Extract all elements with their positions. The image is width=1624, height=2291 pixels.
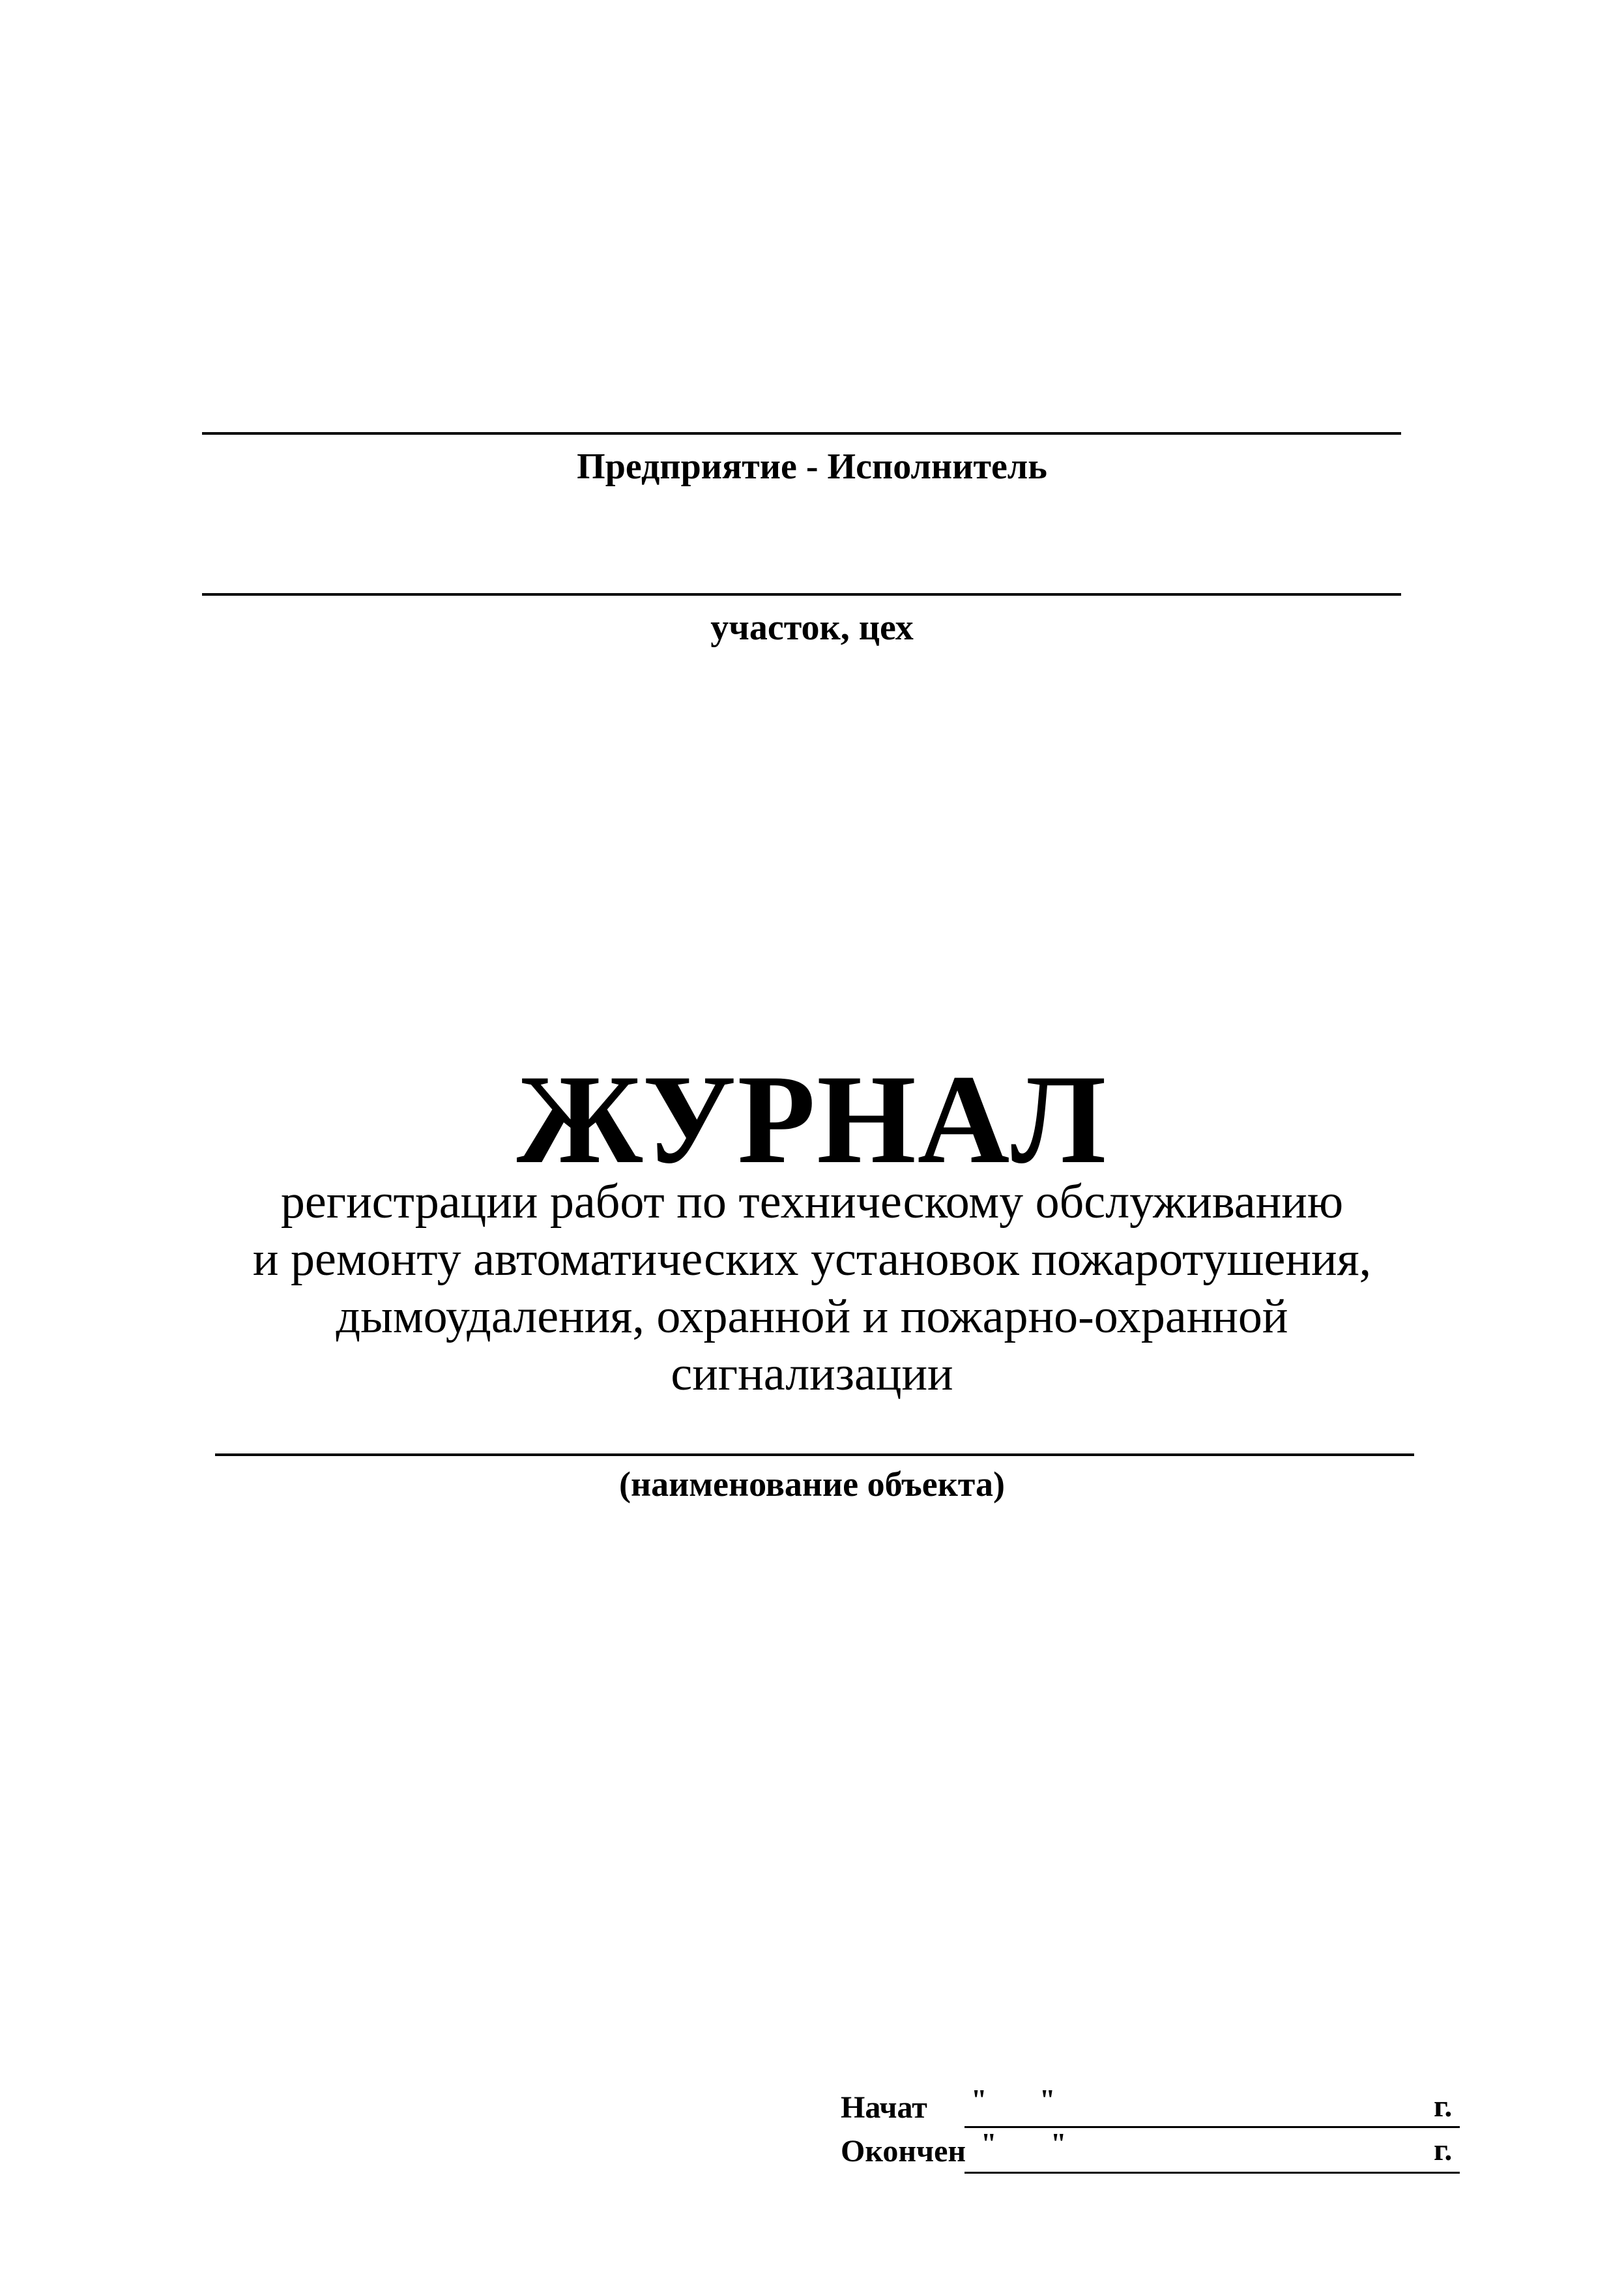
started-label: Начат (841, 2090, 927, 2125)
subtitle-line-1: регистрации работ по техническому обслуживанию (280, 1175, 1344, 1229)
journal-title: ЖУРНАЛ (516, 1049, 1108, 1190)
object-caption: (наименование объекта) (619, 1465, 1005, 1504)
started-close-quote: " (1039, 2084, 1056, 2116)
journal-subtitle (0, 1173, 1624, 1403)
started-date-line (964, 2126, 1460, 2128)
enterprise-caption: Предприятие - Исполнитель (577, 446, 1047, 487)
enterprise-line (202, 432, 1401, 435)
finished-close-quote: " (1051, 2127, 1067, 2159)
finished-open-quote: " (981, 2127, 997, 2159)
finished-year-suffix: г. (1434, 2133, 1453, 2167)
subtitle-line-3: дымоудаления, охранной и пожарно-охранной (336, 1290, 1288, 1343)
section-caption: участок, цех (710, 607, 914, 648)
finished-date-line (964, 2172, 1460, 2174)
subtitle-line-2: и ремонту автоматических установок пожаротушения, (252, 1233, 1372, 1286)
object-name-line (215, 1453, 1414, 1456)
finished-label: Окончен (841, 2134, 966, 2168)
started-year-suffix: г. (1434, 2089, 1453, 2123)
subtitle-line-4: сигнализации (671, 1347, 953, 1401)
started-open-quote: " (971, 2084, 987, 2116)
section-line (202, 593, 1401, 596)
